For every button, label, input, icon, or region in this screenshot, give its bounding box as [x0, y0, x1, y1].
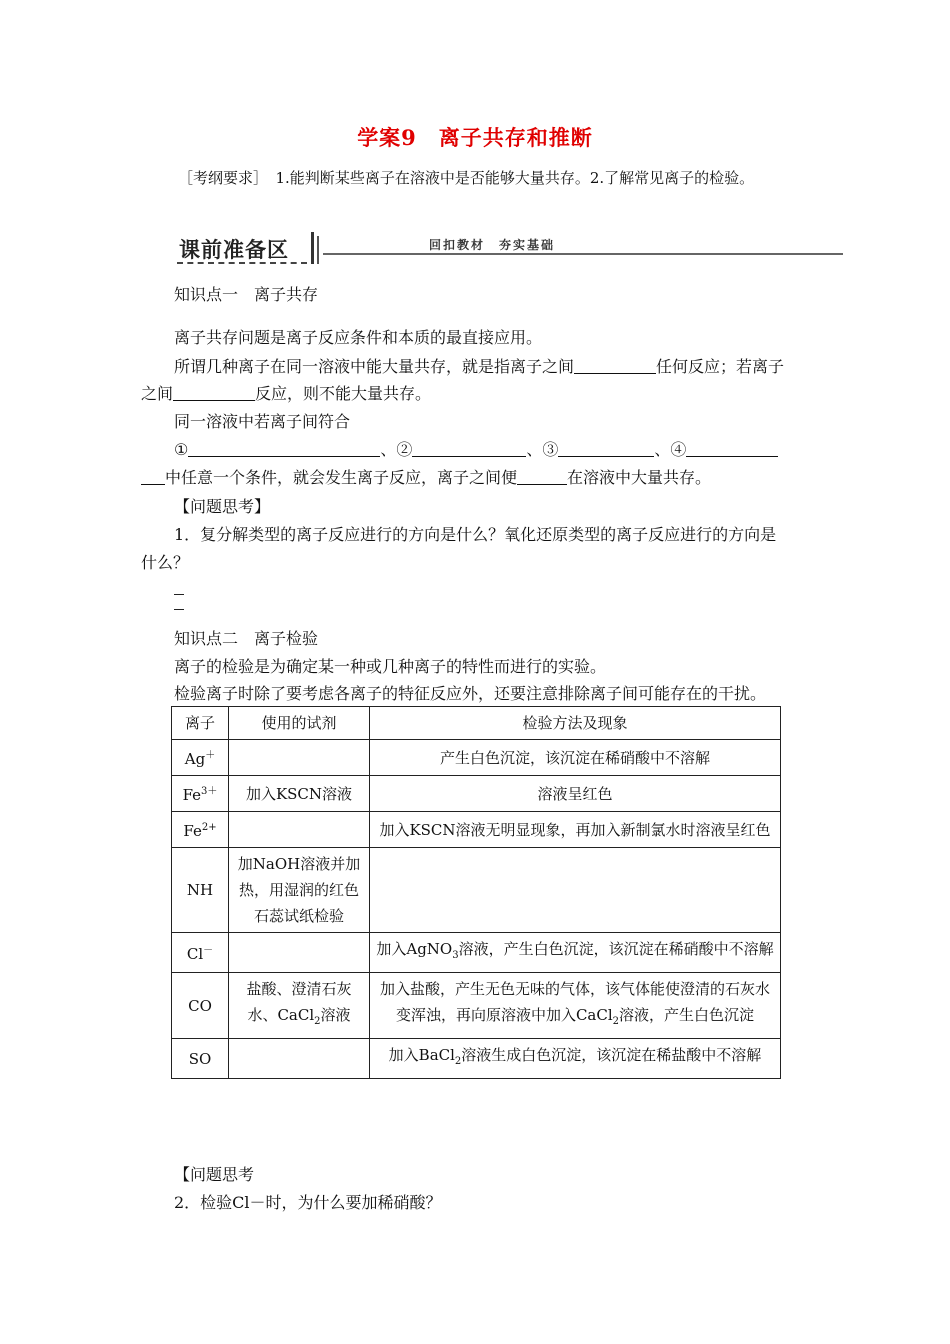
ion-cell: SO: [172, 1039, 229, 1079]
ion-cell: [172, 812, 229, 848]
text-segment: 溶液，产生白色沉淀: [619, 1006, 755, 1024]
ion-symbol: Ag: [184, 750, 206, 768]
ion-cell: [172, 933, 229, 973]
fill-blank-1[interactable]: [188, 440, 380, 457]
text-segment: 溶液生成白色沉淀，该沉淀在稀盐酸中不溶解: [461, 1046, 762, 1064]
section1-paragraph-3: 同一溶液中若离子间符合: [174, 412, 351, 431]
fill-blank-4[interactable]: [686, 440, 778, 457]
table-row: [172, 973, 781, 1039]
text-segment: 中任意一个条件: [165, 468, 278, 487]
condition-line-2: [141, 465, 711, 488]
header-ion: 离子: [172, 707, 229, 740]
banner-label-box: [173, 232, 313, 264]
ion-cell: CO: [172, 973, 229, 1039]
reagent-cell: [229, 933, 370, 973]
subscript: 2: [454, 1056, 462, 1067]
text-segment: 之间: [141, 384, 174, 403]
method-cell: [370, 933, 781, 973]
table-row: [172, 848, 781, 933]
question-1-line-2: 什么？: [141, 553, 190, 572]
table-row: [172, 812, 781, 848]
question-heading-2: 【问题思考: [174, 1165, 255, 1184]
banner-divider: [311, 232, 314, 264]
ion-symbol: Fe: [183, 822, 202, 840]
exam-requirements: ［考纲要求］ 1.能判断某些离子在溶液中是否能够大量共存。2.了解常见离子的检验。: [178, 169, 755, 187]
fill-blank-4-cont[interactable]: [141, 468, 165, 485]
reagent-cell: 加入KSCN溶液: [229, 776, 370, 812]
section-banner: [173, 232, 843, 266]
fill-blank-2[interactable]: [412, 440, 526, 457]
table-row: [172, 740, 781, 776]
text-segment: ，就会发生离子反应，离子之间便: [277, 468, 518, 487]
fill-blank[interactable]: [173, 384, 255, 401]
method-cell: 产生白色沉淀，该沉淀在稀硝酸中不溶解: [370, 740, 781, 776]
ion-cell: [172, 740, 229, 776]
header-reagent: 使用的试剂: [229, 707, 370, 740]
table-row: [172, 933, 781, 973]
text-segment: 溶液，产生白色沉淀，该沉淀在稀硝酸中不溶解: [458, 940, 774, 958]
header-method: 检验方法及现象: [370, 707, 781, 740]
text-segment: 盐酸、澄清石灰水、CaCl: [246, 980, 352, 1024]
subscript: 2: [314, 1016, 321, 1027]
text-segment: 所谓几种离子在同一溶液中能大量共存，就是指离子之间: [174, 357, 575, 376]
text-segment: 溶液: [320, 1006, 351, 1024]
table-row: [172, 1039, 781, 1079]
ion-symbol: Fe: [182, 786, 202, 804]
ion-cell: [172, 776, 229, 812]
circled-number-1: ①: [174, 440, 189, 459]
ion-test-table: [171, 706, 781, 1079]
question-2: 2．检验Cl－时，为什么要加稀硝酸？: [174, 1193, 442, 1212]
ion-charge: ＋: [205, 750, 216, 761]
circled-number-3: 、③: [526, 440, 559, 459]
question-1-line-1: 1．复分解类型的离子反应进行的方向是什么？氧化还原类型的离子反应进行的方向是: [174, 525, 777, 544]
condition-blanks: [174, 437, 778, 460]
method-cell: 溶液呈红色: [370, 776, 781, 812]
fill-blank-3[interactable]: [558, 440, 654, 457]
method-cell: 加入KSCN溶液无明显现象，再加入新制氯水时溶液呈红色: [370, 812, 781, 848]
method-cell: [370, 848, 781, 933]
section1-heading: 知识点一 离子共存: [174, 285, 319, 304]
circled-number-4: 、④: [654, 440, 687, 459]
section1-paragraph-2-cont: [141, 381, 431, 404]
text-segment: 在溶液中大量共存。: [567, 468, 712, 487]
reagent-cell: 加NaOH溶液并加热，用湿润的红色石蕊试纸检验: [229, 848, 370, 933]
banner-subtitle: 回扣教材 夯实基础: [429, 238, 556, 252]
section2-paragraph-2: 检验离子时除了要考虑各离子的特征反应外，还要注意排除离子间可能存在的干扰。: [174, 684, 767, 703]
text-segment: 加入盐酸，产生无色无味的气体，该气体能使澄清的石灰水变浑浊，再向原溶液中加入CaCl: [379, 980, 770, 1024]
reagent-cell: [229, 812, 370, 848]
text-segment: 加入AgNO: [376, 940, 453, 958]
banner-rule: [323, 253, 843, 255]
subscript: 2: [612, 1016, 620, 1027]
fill-blank[interactable]: [574, 357, 656, 374]
table-row: [172, 776, 781, 812]
ion-charge: 3＋: [201, 786, 218, 797]
method-cell: [370, 1039, 781, 1079]
circled-number-2: 、②: [380, 440, 413, 459]
answer-mark-1: [174, 594, 184, 595]
section2-paragraph-1: 离子的检验是为确定某一种或几种离子的特性而进行的实验。: [174, 657, 607, 676]
ion-symbol: Cl: [186, 945, 204, 963]
fill-blank-5[interactable]: [517, 468, 567, 485]
page-title: 学案9 离子共存和推断: [357, 125, 593, 150]
ion-cell: NH: [172, 848, 229, 933]
reagent-cell: [229, 973, 370, 1039]
reagent-cell: [229, 740, 370, 776]
ion-charge: 2+: [201, 822, 217, 833]
method-cell: [370, 973, 781, 1039]
subscript: 3: [452, 950, 459, 961]
text-segment: 任何反应；若离子: [656, 357, 785, 376]
section1-paragraph-2: [174, 354, 784, 377]
answer-mark-2: [174, 609, 184, 610]
section2-heading: 知识点二 离子检验: [174, 629, 319, 648]
table-header-row: [172, 707, 781, 740]
text-segment: 加入BaCl: [388, 1046, 455, 1064]
banner-divider-thin: [317, 236, 319, 264]
banner-label: 课前准备区: [179, 237, 289, 262]
banner-dash-line: [177, 262, 307, 264]
question-heading-1: 【问题思考】: [174, 497, 271, 516]
ion-charge: －: [203, 945, 214, 956]
reagent-cell: [229, 1039, 370, 1079]
section1-paragraph-1: 离子共存问题是离子反应条件和本质的最直接应用。: [174, 328, 543, 347]
text-segment: 反应，则不能大量共存。: [255, 384, 432, 403]
